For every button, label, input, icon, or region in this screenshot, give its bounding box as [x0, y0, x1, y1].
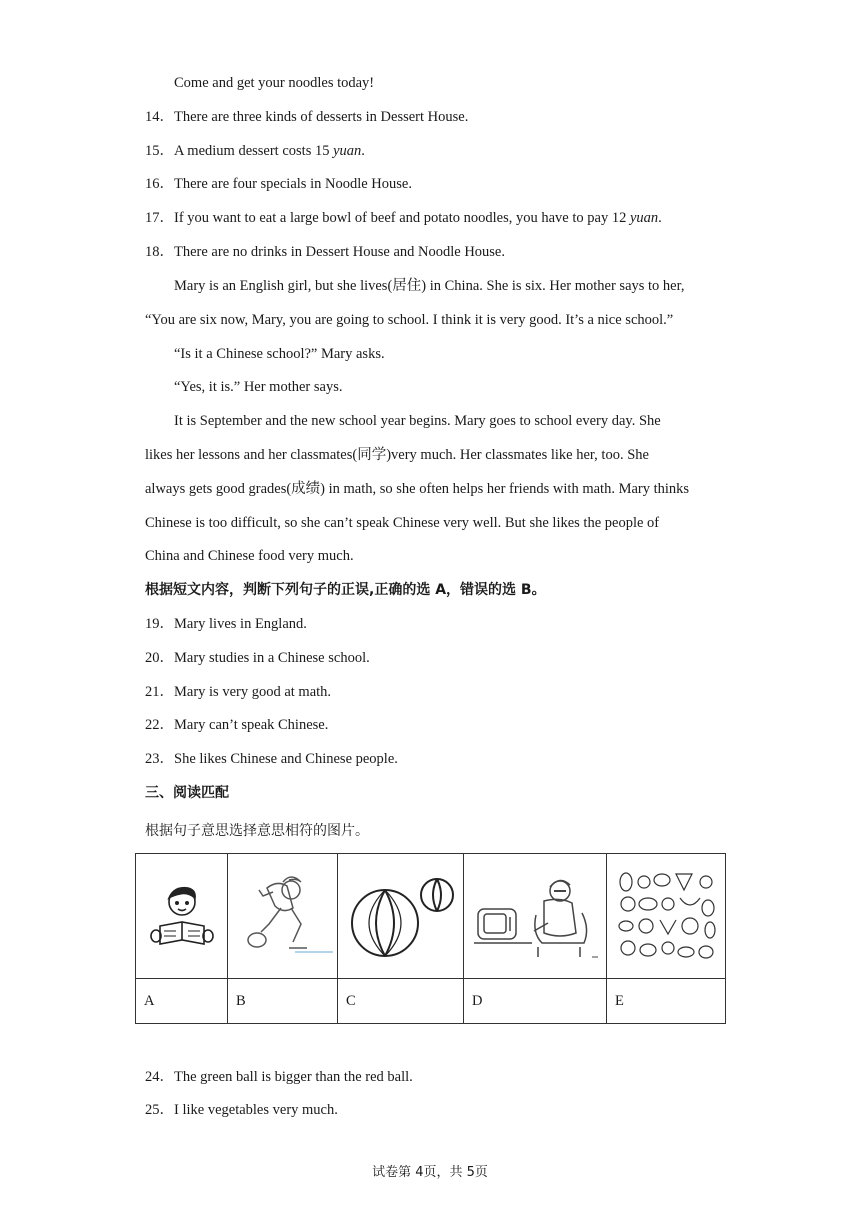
question-17 — [145, 209, 662, 227]
question-number: 21． — [145, 684, 174, 700]
passage-line-8: Chinese is too difficult, so she can’t speak Chinese very well. But she likes the people of — [145, 515, 660, 531]
question-22 — [145, 716, 328, 734]
question-16 — [145, 175, 412, 193]
picture-cell-c — [338, 854, 464, 979]
currency-italic: yuan — [333, 143, 362, 159]
question-text: There are four specials in Noodle House. — [174, 176, 412, 192]
question-text: The green ball is bigger than the red ball. — [174, 1069, 413, 1085]
picture-row — [136, 854, 726, 979]
page-footer: 试卷第 4页，共 5页 — [372, 1165, 488, 1180]
question-text: If you want to eat a large bowl of beef and potato noodles, you have to pay 12 — [174, 210, 630, 226]
boy-watching-tv-icon — [472, 871, 598, 961]
question-number: 20． — [145, 650, 174, 666]
top-line: Come and get your noodles today! — [174, 75, 375, 91]
question-text-end: . — [658, 210, 662, 226]
label-row — [136, 979, 726, 1024]
question-18 — [145, 243, 505, 261]
question-text: I like vegetables very much. — [174, 1102, 338, 1118]
question-number: 25． — [145, 1102, 174, 1118]
question-number: 14． — [145, 109, 174, 125]
passage-line-5: It is September and the new school year begins. Mary goes to school every day. She — [174, 413, 661, 429]
question-24 — [145, 1068, 413, 1086]
question-text: Mary studies in a Chinese school. — [174, 650, 370, 666]
picture-label-b: B — [228, 979, 338, 1024]
question-number: 24． — [145, 1069, 174, 1085]
currency-italic: yuan — [629, 210, 659, 226]
question-14 — [145, 108, 468, 126]
question-number: 19． — [145, 616, 174, 632]
passage-line-4: “Yes, it is.” Her mother says. — [174, 379, 343, 395]
passage-line-6: likes her lessons and her classmates(同学)very much. Her classmates like her, too. She — [145, 447, 649, 463]
picture-label-d: D — [464, 979, 607, 1024]
picture-label-a: A — [136, 979, 228, 1024]
picture-cell-e — [607, 854, 726, 979]
question-number: 23． — [145, 751, 174, 767]
passage-line-3: “Is it a Chinese school?” Mary asks. — [174, 346, 385, 362]
girl-skating-icon — [233, 868, 333, 964]
question-number: 22． — [145, 717, 174, 733]
question-21 — [145, 683, 331, 701]
picture-cell-b — [228, 854, 338, 979]
true-false-instruction: 根据短文内容，判断下列句子的正误,正确的选 A，错误的选 B。 — [145, 582, 546, 598]
picture-label-c: C — [338, 979, 464, 1024]
question-text: There are three kinds of desserts in Dessert House. — [174, 109, 469, 125]
question-text: Mary can’t speak Chinese. — [174, 717, 329, 733]
question-number: 15． — [145, 143, 174, 159]
passage-line-7: always gets good grades(成绩) in math, so she often helps her friends with math. Mary thinks — [145, 481, 690, 497]
two-balls-icon — [345, 871, 457, 961]
boy-reading-book-icon — [144, 878, 220, 954]
passage-line-9: China and Chinese food very much. — [145, 548, 354, 564]
question-text: There are no drinks in Dessert House and Noodle House. — [174, 244, 505, 260]
vegetables-icon — [614, 868, 718, 964]
section-title: 三、阅读匹配 — [145, 785, 229, 801]
question-25 — [145, 1101, 338, 1119]
question-text: Mary is very good at math. — [174, 684, 332, 700]
question-20 — [145, 649, 370, 667]
question-text: Mary lives in England. — [174, 616, 307, 632]
question-number: 18． — [145, 244, 174, 260]
picture-label-e: E — [607, 979, 726, 1024]
question-number: 17． — [145, 210, 174, 226]
question-19 — [145, 615, 307, 633]
passage-line-2: “You are six now, Mary, you are going to school. I think it is very good. It’s a nice school.” — [145, 312, 674, 328]
picture-table — [135, 853, 726, 1024]
passage-line-1: Mary is an English girl, but she lives(居住) in China. She is six. Her mother says to her, — [174, 278, 685, 294]
question-text: A medium dessert costs 15 — [174, 143, 334, 159]
question-text-end: . — [361, 143, 365, 159]
section-instruction: 根据句子意思选择意思相符的图片。 — [145, 823, 369, 839]
question-number: 16． — [145, 176, 174, 192]
picture-cell-d — [464, 854, 607, 979]
question-23 — [145, 750, 398, 768]
picture-cell-a — [136, 854, 228, 979]
question-text: She likes Chinese and Chinese people. — [174, 751, 398, 767]
question-15 — [145, 142, 365, 160]
